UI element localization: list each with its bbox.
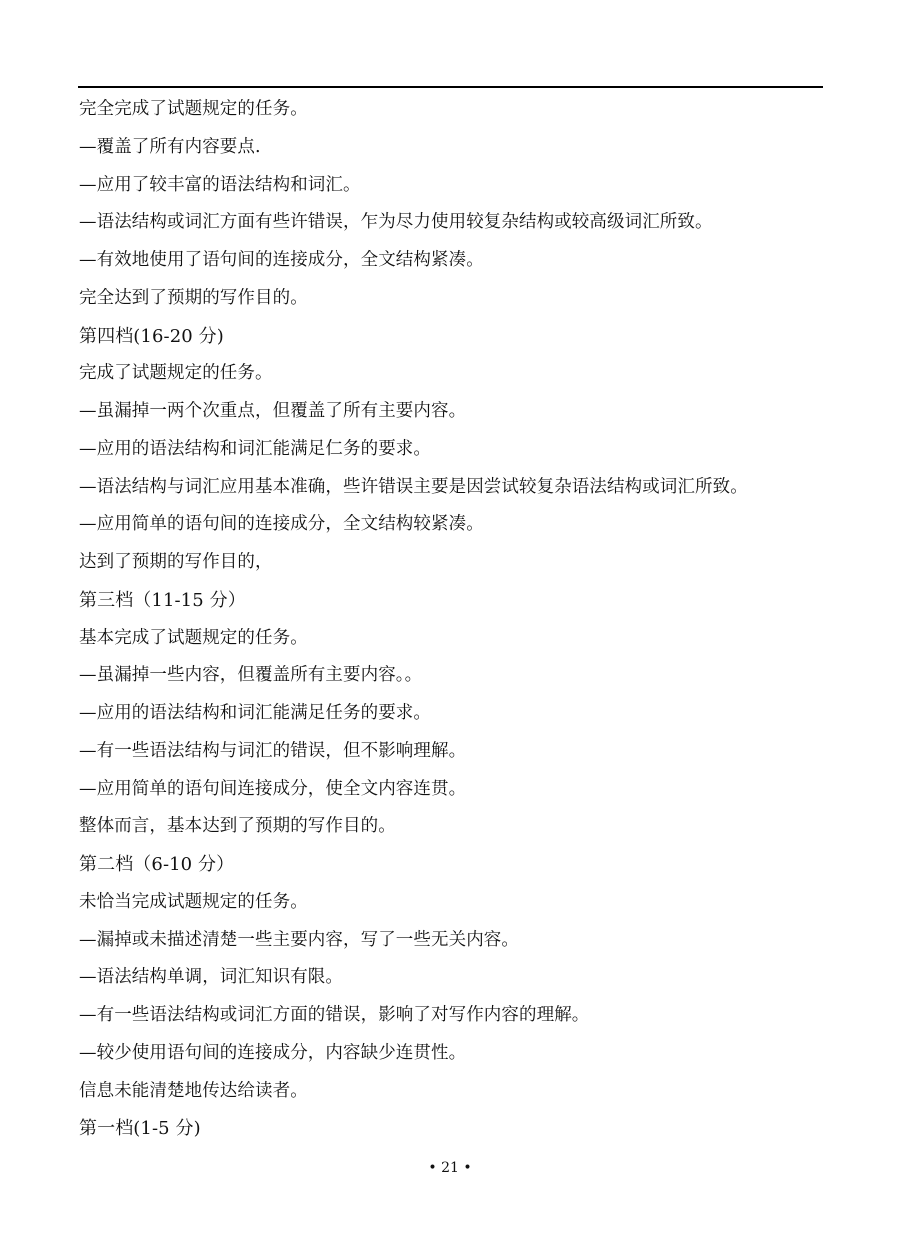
text-line: —语法结构或词汇方面有些许错误，乍为尽力使用较复杂结构或较高级词汇所致。 — [79, 212, 713, 233]
text-line: —有一些语法结构或词汇方面的错误，影响了对写作内容的理解。 — [79, 1005, 590, 1025]
grade-heading: 第二档（6-10 分） — [79, 854, 235, 875]
text-line: —应用的语法结构和词汇能满足仁务的要求。 — [79, 438, 431, 459]
text-line: —应用了较丰富的语法结构和词汇。 — [79, 174, 361, 195]
text-line: —虽漏掉一两个次重点，但覆盖了所有主要内容。 — [79, 401, 467, 421]
grade-heading: 第一档(1-5 分) — [79, 1118, 201, 1140]
text-line: 基本完成了试题规定的任务。 — [79, 627, 308, 648]
text-line: —有效地使用了语句间的连接成分，全文结构紧凑。 — [79, 250, 484, 270]
text-line: —虽漏掉一些内容，但覆盖所有主要内容。。 — [79, 665, 423, 686]
text-line: 整体而言，基本达到了预期的写作目的。 — [79, 816, 396, 837]
text-line: —覆盖了所有内容要点. — [79, 136, 261, 157]
text-line: 达到了预期的写作目的， — [79, 552, 273, 572]
text-line: 完全达到了预期的写作目的。 — [79, 287, 308, 308]
text-line: —应用简单的语句间连接成分，使全文内容连贯。 — [79, 778, 467, 799]
text-line: —应用的语法结构和词汇能满足任务的要求。 — [79, 703, 431, 723]
text-line: 完全完成了试题规定的任务。 — [79, 99, 308, 119]
page-number: • 21 • — [428, 1160, 472, 1176]
text-line: —较少使用语句间的连接成分，内容缺少连贯性。 — [79, 1042, 467, 1063]
text-line: —有一些语法结构与词汇的错误，但不影响理解。 — [79, 740, 467, 761]
text-line: —语法结构单调，词汇知识有限。 — [79, 967, 343, 988]
scoring-criteria-text — [79, 91, 839, 1148]
text-line: 完成了试题规定的任务。 — [79, 363, 273, 384]
grade-heading: 第三档（11-15 分） — [79, 589, 246, 611]
text-line: 未恰当完成试题规定的任务。 — [79, 891, 308, 912]
text-line: —应用简单的语句间的连接成分，全文结构较紧凑。 — [79, 514, 484, 535]
top-rule — [78, 86, 823, 88]
text-line: —语法结构与词汇应用基本准确，些许错误主要是因尝试较复杂语法结构或词汇所致。 — [79, 476, 748, 497]
grade-heading: 第四档(16-20 分) — [79, 325, 224, 347]
text-line: —漏掉或未描述清楚一些主要内容，写了一些无关内容。 — [79, 929, 519, 950]
text-line: 信息未能清楚地传达给读者。 — [79, 1080, 308, 1101]
